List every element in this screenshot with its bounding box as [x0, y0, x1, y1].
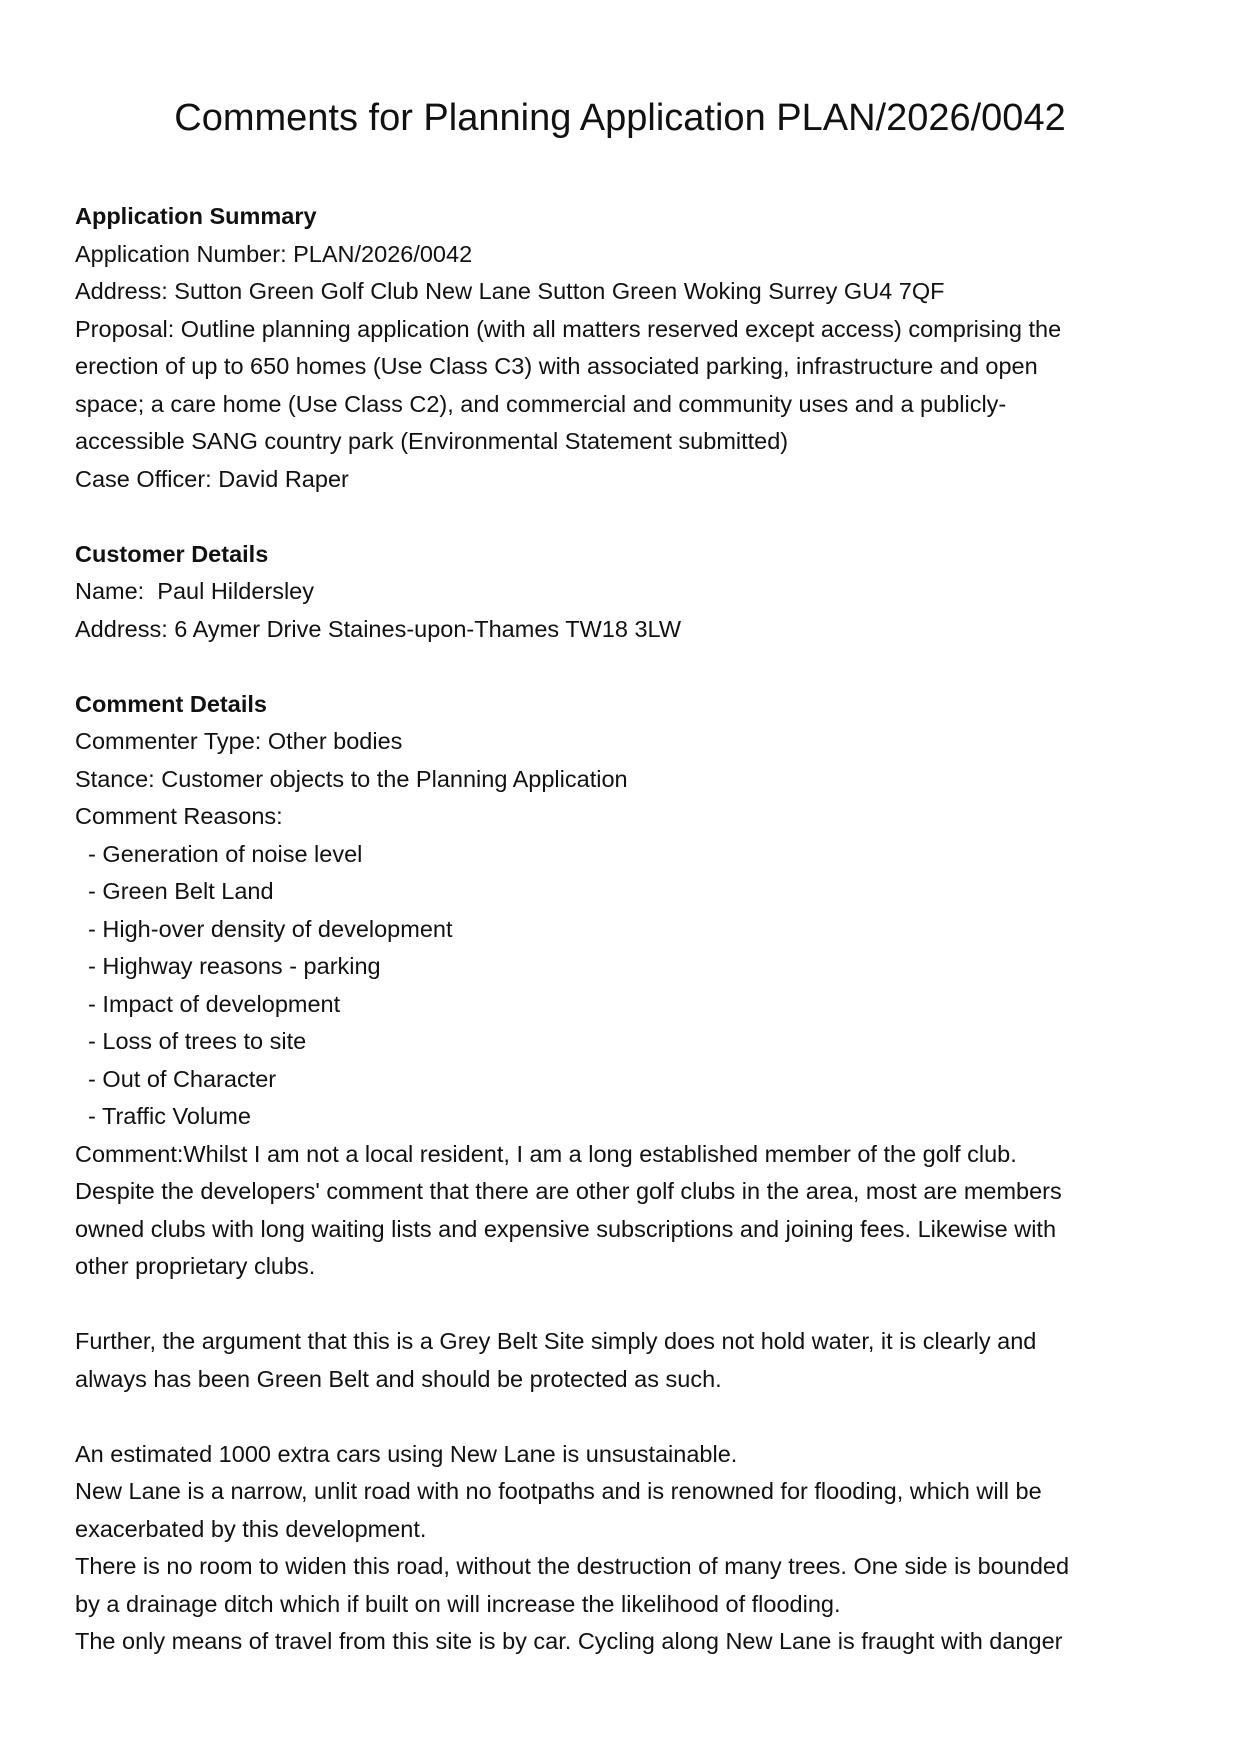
- comment-reason-item: - High-over density of development: [75, 915, 453, 942]
- spacer: [75, 1286, 1185, 1324]
- comment-text-line: An estimated 1000 extra cars using New Lane is unsustainable.: [75, 1440, 738, 1467]
- comment-text-line: always has been Green Belt and should be protected as such.: [75, 1365, 722, 1392]
- comment-text-line: Despite the developers' comment that there are other golf clubs in the area, most are members: [75, 1178, 1062, 1204]
- comment-text-line: Further, the argument that this is a Grey Belt Site simply does not hold water, it is clearly and: [75, 1328, 1037, 1354]
- comment-text-line: The only means of travel from this site is by car. Cycling along New Lane is fraught with danger: [75, 1628, 1063, 1654]
- comment-reason-item: - Highway reasons - parking: [75, 953, 381, 979]
- comment-details-heading: Comment Details: [75, 690, 267, 717]
- page-title: Comments for Planning Application PLAN/2026/0042: [174, 97, 1066, 139]
- application-address: Address: Sutton Green Golf Club New Lane Sutton Green Woking Surrey GU4 7QF: [75, 278, 945, 304]
- comment-text-line: owned clubs with long waiting lists and expensive subscriptions and joining fees. Likewise with: [75, 1215, 1057, 1242]
- proposal-line: erection of up to 650 homes (Use Class C3) with associated parking, infrastructure and open: [75, 353, 1038, 379]
- spacer: [75, 1398, 1185, 1436]
- proposal-line: Proposal: Outline planning application (with all matters reserved except access) comprising the: [75, 315, 1062, 342]
- commenter-type: Commenter Type: Other bodies: [75, 728, 403, 754]
- proposal-line: space; a care home (Use Class C2), and commercial and community uses and a publicly-: [75, 390, 1007, 417]
- spacer: [75, 498, 1185, 536]
- comment-reason-item: - Traffic Volume: [75, 1103, 251, 1129]
- customer-address: Address: 6 Aymer Drive Staines-upon-Thames TW18 3LW: [75, 615, 682, 642]
- case-officer: Case Officer: David Raper: [75, 465, 349, 492]
- customer-name: Name: Paul Hildersley: [75, 578, 315, 604]
- comment-text-line: There is no room to widen this road, without the destruction of many trees. One side is bounded: [75, 1553, 1070, 1579]
- comment-text-line: exacerbated by this development.: [75, 1515, 427, 1542]
- application-number: Application Number: PLAN/2026/0042: [75, 240, 473, 267]
- customer-details-heading: Customer Details: [75, 540, 269, 567]
- comment-reasons-label: Comment Reasons:: [75, 803, 283, 829]
- comment-text-line: Comment:Whilst I am not a local resident, I am a long established member of the golf club.: [75, 1140, 1017, 1167]
- comment-text-line: New Lane is a narrow, unlit road with no footpaths and is renowned for flooding, which will be: [75, 1478, 1042, 1504]
- comment-reason-item: - Generation of noise level: [75, 840, 363, 867]
- document-body: [75, 198, 1185, 1661]
- proposal-line: accessible SANG country park (Environmental Statement submitted): [75, 428, 789, 454]
- comment-text-line: by a drainage ditch which if built on will increase the likelihood of flooding.: [75, 1590, 841, 1617]
- comment-reason-item: - Out of Character: [75, 1065, 277, 1092]
- comment-text-line: other proprietary clubs.: [75, 1253, 316, 1279]
- comment-reason-item: - Green Belt Land: [75, 878, 274, 904]
- comment-reason-item: - Loss of trees to site: [75, 1028, 307, 1054]
- stance: Stance: Customer objects to the Planning Application: [75, 765, 628, 792]
- spacer: [75, 648, 1185, 686]
- application-summary-heading: Application Summary: [75, 203, 317, 229]
- comment-reason-item: - Impact of development: [75, 990, 341, 1017]
